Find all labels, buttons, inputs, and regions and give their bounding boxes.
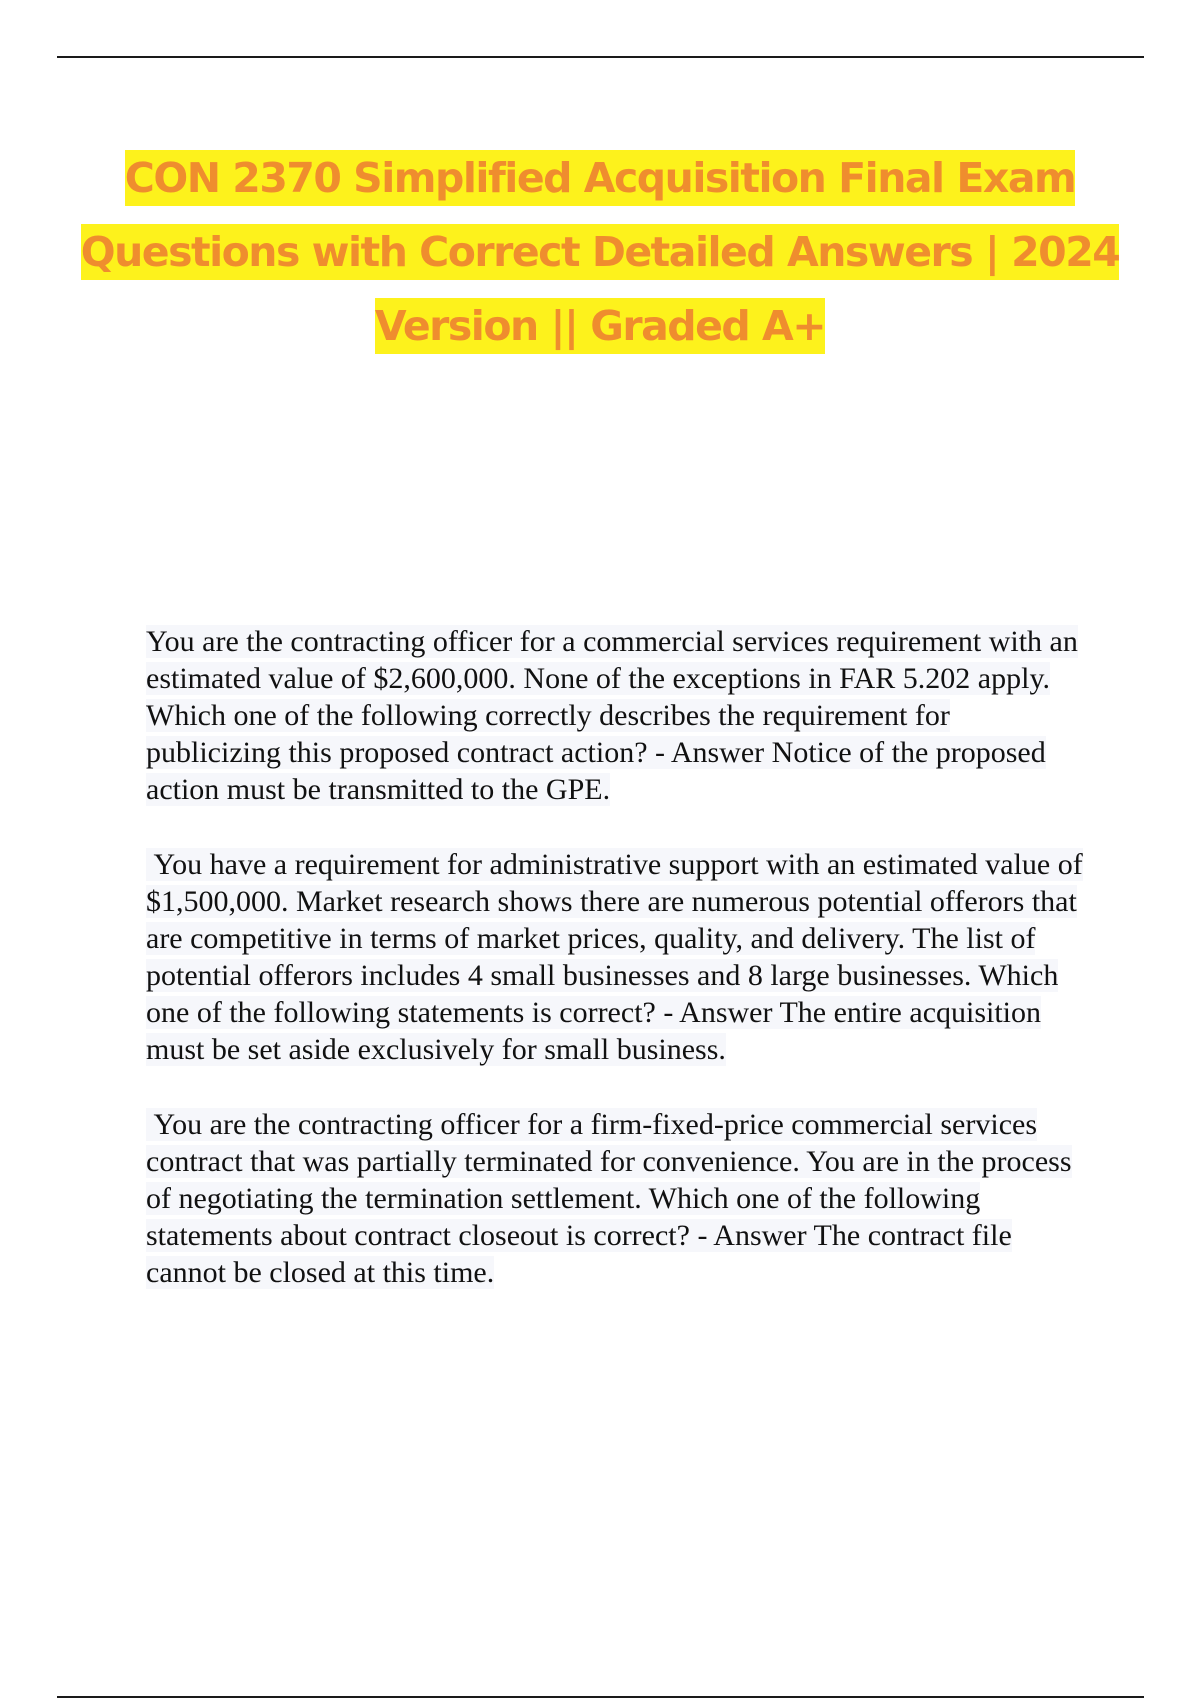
question-list <box>146 623 1086 1329</box>
document-title: CON 2370 Simplified Acquisition Final Exam Questions with Correct Detailed Answers | 2024 Version || Graded A+ <box>81 150 1120 354</box>
question-text: You have a requirement for administrative support with an estimated value of $1,500,000. Market research shows there are numerous potential offerors that are competitive in terms of market prices, quality, and delivery. The list of potential offerors includes 4 small businesses and 8 large businesses. Which one of the following statements is correct? - Answer The entire acquisition must be set aside exclusively for small business. <box>146 848 1083 1066</box>
top-divider <box>57 56 1144 58</box>
document-title-block <box>60 146 1140 368</box>
question-item-3 <box>146 1106 1086 1291</box>
question-text: You are the contracting officer for a commercial services requirement with an estimated value of $2,600,000. None of the exceptions in FAR 5.202 apply. Which one of the following correctly describes the requirement for publicizing this proposed contract action? - Answer Notice of the proposed action must be transmitted to the GPE. <box>146 625 1078 806</box>
question-item-1 <box>146 623 1086 808</box>
question-item-2 <box>146 846 1086 1068</box>
bottom-divider <box>57 1696 1144 1698</box>
question-text: You are the contracting officer for a firm-fixed-price commercial services contract that was partially terminated for convenience. You are in the process of negotiating the termination settlement. Which one of the following statements about contract closeout is correct? - Answer The contract file cannot be closed at this time. <box>146 1108 1072 1289</box>
